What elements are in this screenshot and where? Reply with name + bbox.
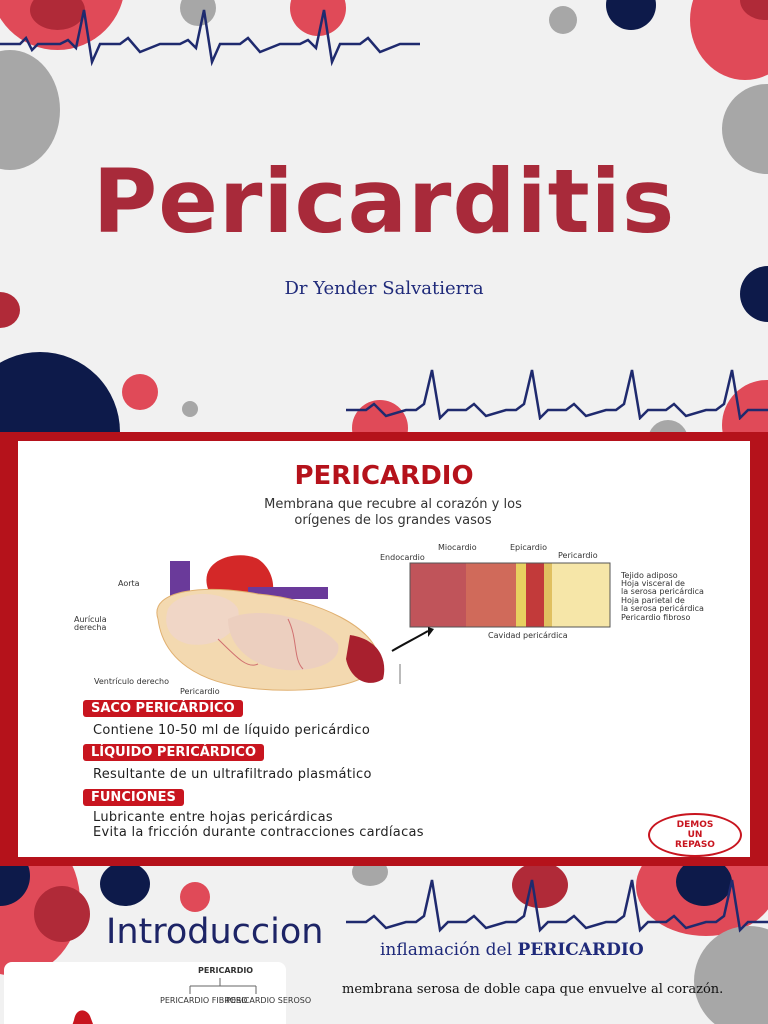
definition-keyword: PERICARDIO <box>517 940 644 960</box>
deco-circle <box>606 0 656 30</box>
label-aorta: Aorta <box>118 579 140 588</box>
infographic-subtitle <box>168 497 618 529</box>
section-text: Contiene 10-50 ml de líquido pericárdico <box>93 723 371 738</box>
pericardio-diagram-thumbnail <box>4 962 312 1024</box>
thumb-left: PERICARDIO FIBROSO <box>160 996 248 1005</box>
ecg-line-top <box>0 0 420 80</box>
label-hoja-parietal-2: la serosa pericárdica <box>621 604 704 613</box>
stamp-text: DEMOS <box>676 820 714 830</box>
layer-detail-illustration <box>406 559 621 631</box>
section-heading: SACO PERICÁRDICO <box>83 700 243 717</box>
label-epicardio: Epicardio <box>510 543 547 552</box>
deco-circle <box>0 352 120 432</box>
label-pericardio-heart: Pericardio <box>180 687 220 696</box>
definition-text: inflamación del <box>380 940 518 960</box>
section-text: Resultante de un ultrafiltrado plasmático <box>93 767 372 782</box>
slide-title: Pericarditis <box>92 150 676 253</box>
label-pericardio-top: Pericardio <box>558 551 598 560</box>
deco-circle <box>122 374 158 410</box>
label-endocardio: Endocardio <box>380 553 425 562</box>
stamp-text: REPASO <box>675 840 715 850</box>
section-heading: LÍQUIDO PERICÁRDICO <box>83 744 264 761</box>
stamp-text: UN <box>687 830 703 840</box>
deco-circle <box>100 866 150 906</box>
deco-circle <box>694 926 768 1024</box>
thumb-lines <box>4 962 286 1024</box>
intro-definition <box>380 940 644 960</box>
label-auricula: Aurícula <box>74 615 107 624</box>
intro-slide <box>0 866 768 1024</box>
deco-circle <box>648 420 688 432</box>
label-derecha: derecha <box>74 623 107 632</box>
label-tejido: Tejido adiposo <box>621 571 678 580</box>
ecg-line-bottom <box>346 360 768 420</box>
demos-un-repaso-stamp <box>648 813 742 857</box>
slide-subtitle: Dr Yender Salvatierra <box>284 278 484 299</box>
deco-circle <box>180 882 210 912</box>
subtitle-line: orígenes de los grandes vasos <box>294 513 492 528</box>
thumb-title: PERICARDIO <box>198 966 254 975</box>
pericardio-infographic <box>18 441 750 857</box>
label-ventriculo: Ventrículo derecho <box>94 677 170 686</box>
thumb-right: PERICARDIO SEROSO <box>226 996 312 1005</box>
intro-title: Introduccion <box>106 912 324 952</box>
ecg-line-intro <box>346 866 768 936</box>
deco-circle <box>182 401 198 417</box>
deco-circle <box>34 886 90 942</box>
label-cavidad: Cavidad pericárdica <box>488 631 568 640</box>
section-heading: FUNCIONES <box>83 789 184 806</box>
deco-circle <box>549 6 577 34</box>
section-text: Lubricante entre hojas pericárdicas <box>93 810 333 825</box>
title-slide <box>0 0 768 432</box>
arrow-icon <box>388 625 438 655</box>
intro-description: membrana serosa de doble capa que envuelve al corazón. <box>342 982 724 997</box>
infographic-title: PERICARDIO <box>294 461 474 491</box>
subtitle-line: Membrana que recubre al corazón y los <box>264 497 522 512</box>
label-miocardio: Miocardio <box>438 543 477 552</box>
label-hoja-parietal: Hoja parietal de <box>621 596 685 605</box>
label-fibroso: Pericardio fibroso <box>621 613 691 622</box>
section-text: Evita la fricción durante contracciones cardíacas <box>93 825 424 840</box>
label-hoja-visceral: Hoja visceral de <box>621 579 685 588</box>
label-hoja-visceral-2: la serosa pericárdica <box>621 587 704 596</box>
